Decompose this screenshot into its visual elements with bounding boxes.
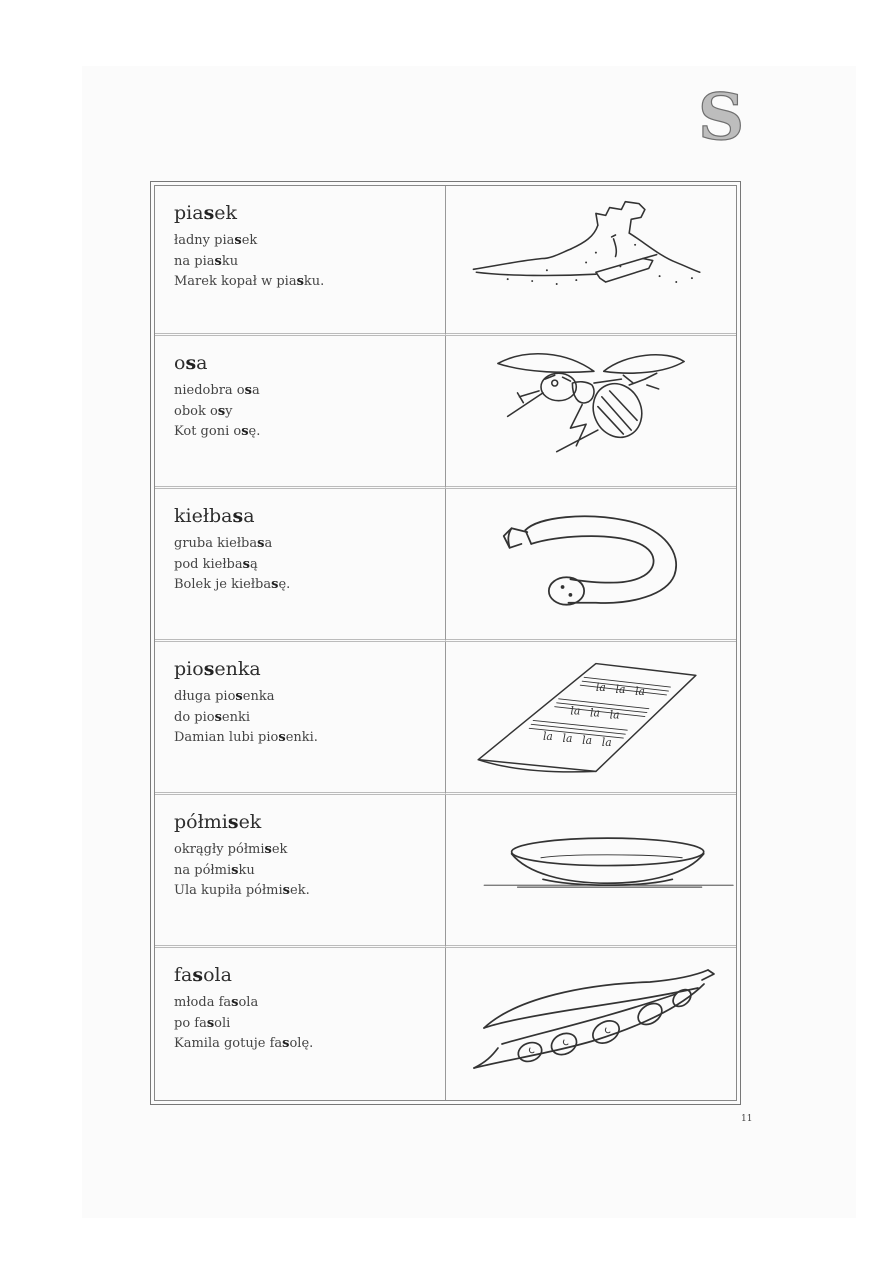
page-number: 11 [741, 1114, 753, 1124]
highlighted-letter: s [282, 1036, 290, 1051]
text-segment: ola [238, 995, 259, 1010]
bean-pod-icon [446, 948, 736, 1100]
entry-sentence [174, 272, 445, 293]
entry-phrase [174, 534, 445, 555]
text-segment: Ula kupiła półmi [174, 883, 283, 898]
text-segment: ek [238, 811, 262, 833]
entry-phrase [174, 381, 445, 402]
entry-phrase [174, 1014, 445, 1035]
highlighted-letter: s [296, 274, 304, 289]
song-syllable: la [590, 706, 600, 720]
song-syllable: la [615, 682, 626, 696]
text-segment: y [225, 403, 233, 419]
highlighted-letter: s [244, 383, 252, 398]
entry-phrase [174, 252, 445, 273]
text-segment: kiełba [174, 505, 233, 527]
highlighted-letter: s [203, 202, 215, 224]
entry-picture-piasek [446, 186, 736, 336]
highlighted-letter: s [217, 403, 226, 419]
entry-sentence [174, 422, 445, 443]
text-segment: enki. [285, 730, 318, 745]
entry-text-polmisek [155, 795, 446, 948]
text-segment: po fa [174, 1015, 207, 1031]
entry-word [174, 504, 445, 528]
entry-sentence [174, 1034, 445, 1055]
entry-sentence [174, 728, 445, 749]
text-segment: ę. [278, 577, 291, 592]
entry-phrase [174, 708, 445, 729]
highlighted-letter: s [231, 995, 239, 1010]
sausage-icon [446, 489, 736, 639]
text-segment: gruba kiełba [174, 536, 258, 551]
platter-icon [446, 795, 736, 945]
highlighted-letter: s [264, 842, 272, 857]
text-segment: pia [174, 202, 204, 224]
text-segment: a [196, 352, 208, 374]
entry-picture-kielbasa [446, 489, 736, 642]
entry-picture-piosenka [446, 642, 736, 795]
entry-picture-polmisek [446, 795, 736, 948]
text-segment: do pio [174, 709, 215, 725]
text-segment: obok o [174, 403, 218, 419]
song-syllable: la [570, 704, 581, 718]
entry-text-fasola [155, 948, 446, 1100]
highlighted-letter: s [185, 352, 197, 374]
sandcastle-icon [446, 186, 736, 333]
text-segment: półmi [174, 811, 228, 833]
song-syllable: la [601, 735, 612, 749]
entry-phrase [174, 231, 445, 252]
text-segment: na pia [174, 253, 215, 269]
text-segment: ę. [248, 424, 261, 439]
entry-sentence [174, 575, 445, 596]
text-segment: pod kiełba [174, 556, 243, 572]
highlighted-letter: s [257, 536, 265, 551]
word-table [150, 181, 741, 1105]
text-segment: enki [221, 709, 251, 725]
highlighted-letter: s [232, 505, 244, 527]
entry-phrase [174, 993, 445, 1014]
entry-text-piasek [155, 186, 446, 336]
text-segment: olę. [289, 1036, 314, 1051]
entry-phrase [174, 402, 445, 423]
text-segment: na półmi [174, 862, 232, 878]
word-table-grid [154, 185, 737, 1101]
text-segment: młoda fa [174, 995, 232, 1010]
text-segment: ola [203, 964, 232, 986]
entry-phrase [174, 840, 445, 861]
text-segment: a [251, 383, 260, 398]
text-segment: oli [214, 1015, 231, 1031]
highlighted-letter: s [271, 577, 279, 592]
entry-word [174, 201, 445, 225]
song-sheet-icon [446, 642, 736, 792]
entry-picture-fasola [446, 948, 736, 1100]
highlighted-letter: s [235, 689, 243, 704]
highlighted-letter: s [241, 424, 249, 439]
entry-text-kielbasa [155, 489, 446, 642]
text-segment: niedobra o [174, 383, 245, 398]
entry-word [174, 657, 445, 681]
highlighted-letter: s [242, 556, 250, 572]
wasp-icon [446, 336, 736, 486]
entry-phrase [174, 555, 445, 576]
highlighted-letter: s [234, 233, 242, 248]
highlighted-letter: s [282, 883, 290, 898]
highlighted-letter: s [192, 964, 204, 986]
text-segment: a [243, 505, 255, 527]
text-segment: o [174, 352, 186, 374]
text-segment: ku [221, 253, 239, 269]
song-syllable: la [635, 684, 645, 698]
entry-sentence [174, 881, 445, 902]
text-segment: ek [214, 202, 238, 224]
highlighted-letter: s [203, 658, 215, 680]
text-segment: ku. [303, 274, 325, 289]
text-segment: ku [238, 862, 255, 878]
song-syllable: la [582, 733, 593, 747]
letter-heading: S [698, 80, 745, 155]
highlighted-letter: s [214, 709, 222, 725]
highlighted-letter: s [227, 811, 239, 833]
text-segment: fa [174, 964, 193, 986]
highlighted-letter: s [231, 862, 239, 878]
text-segment: pio [174, 658, 204, 680]
entry-phrase [174, 687, 445, 708]
song-syllable: la [595, 681, 606, 695]
song-syllable: la [609, 708, 620, 722]
highlighted-letter: s [206, 1015, 215, 1031]
text-segment: ek. [290, 883, 310, 898]
highlighted-letter: s [278, 730, 286, 745]
text-segment: ek [241, 233, 258, 248]
highlighted-letter: s [214, 253, 222, 269]
text-segment: Bolek je kiełba [174, 577, 272, 592]
text-segment: ładny pia [174, 233, 235, 248]
entry-picture-osa [446, 336, 736, 489]
text-segment: długa pio [174, 689, 236, 704]
entry-word [174, 810, 445, 834]
text-segment: a [264, 536, 273, 551]
text-segment: ek [271, 842, 288, 857]
song-syllable: la [562, 732, 573, 745]
text-segment: okrągły półmi [174, 842, 265, 857]
text-segment: Damian lubi pio [174, 730, 279, 745]
entry-phrase [174, 861, 445, 882]
text-segment: ą [249, 556, 258, 572]
entry-text-osa [155, 336, 446, 489]
text-segment: enka [242, 689, 275, 704]
text-segment: Kot goni o [174, 424, 242, 439]
text-segment: Kamila gotuje fa [174, 1036, 283, 1051]
entry-text-piosenka [155, 642, 446, 795]
text-segment: Marek kopał w pia [174, 274, 297, 289]
entry-word [174, 351, 445, 375]
text-segment: enka [214, 658, 261, 680]
song-syllable: la [542, 730, 553, 744]
entry-word [174, 963, 445, 987]
